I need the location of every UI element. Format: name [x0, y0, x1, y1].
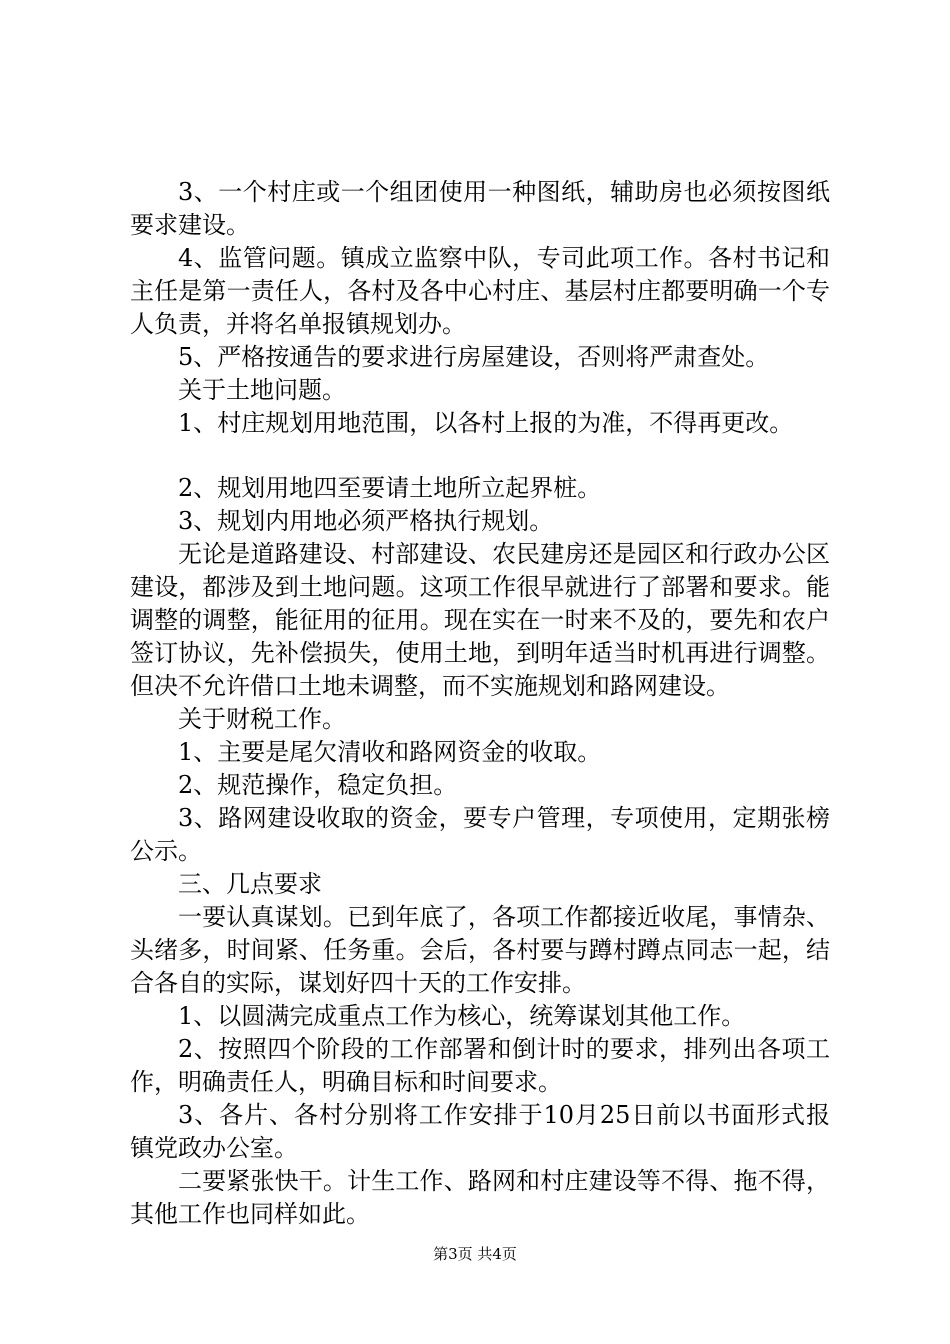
- paragraph: 2、规范操作，稳定负担。: [178, 771, 458, 799]
- paragraph: 2、按照四个阶段的工作部署和倒计时的要求，排列出各项工作，明确责任人，明确目标和时间要求。: [130, 1035, 830, 1096]
- paragraph: 3、各片、各村分别将工作安排于10月25日前以书面形式报镇党政办公室。: [130, 1101, 830, 1162]
- paragraph: 无论是道路建设、村部建设、农民建房还是园区和行政办公区建设，都涉及到土地问题。这项工作很早就进行了部署和要求。能调整的调整，能征用的征用。现在实在一时来不及的，要先和农户签订协议，先补偿损失，使用土地，到明年适当时机再进行调整。但决不允许借口土地未调整，而不实施规划和路网建设。: [130, 540, 830, 700]
- page-number-footer: 第3页 共4页: [433, 1245, 517, 1263]
- paragraph: 2、规划用地四至要请土地所立起界桩。: [178, 474, 602, 502]
- section-heading: 关于财税工作。: [178, 705, 346, 733]
- section-heading: 三、几点要求: [178, 870, 322, 898]
- paragraph: 二要紧张快干。计生工作、路网和村庄建设等不得、拖不得，其他工作也同样如此。: [130, 1167, 830, 1228]
- paragraph: 一要认真谋划。已到年底了，各项工作都接近收尾，事情杂、头绪多，时间紧、任务重。会后，各村要与蹲村蹲点同志一起，结合各自的实际，谋划好四十天的工作安排。: [130, 903, 830, 997]
- paragraph: 5、严格按通告的要求进行房屋建设，否则将严肃查处。: [178, 343, 770, 371]
- paragraph: 3、一个村庄或一个组团使用一种图纸，辅助房也必须按图纸要求建设。: [130, 178, 830, 239]
- section-heading: 关于土地问题。: [178, 376, 346, 404]
- paragraph: 1、以圆满完成重点工作为核心，统筹谋划其他工作。: [178, 1002, 746, 1030]
- paragraph: 4、监管问题。镇成立监察中队，专司此项工作。各村书记和主任是第一责任人，各村及各中心村庄、基层村庄都要明确一个专人负责，并将名单报镇规划办。: [130, 244, 830, 338]
- document-body: [130, 176, 830, 1231]
- paragraph: 3、规划内用地必须严格执行规划。: [178, 507, 554, 535]
- paragraph: 1、主要是尾欠清收和路网资金的收取。: [178, 738, 602, 766]
- paragraph: 1、村庄规划用地范围，以各村上报的为准，不得再更改。: [178, 409, 794, 437]
- paragraph: 3、路网建设收取的资金，要专户管理，专项使用，定期张榜公示。: [130, 804, 830, 865]
